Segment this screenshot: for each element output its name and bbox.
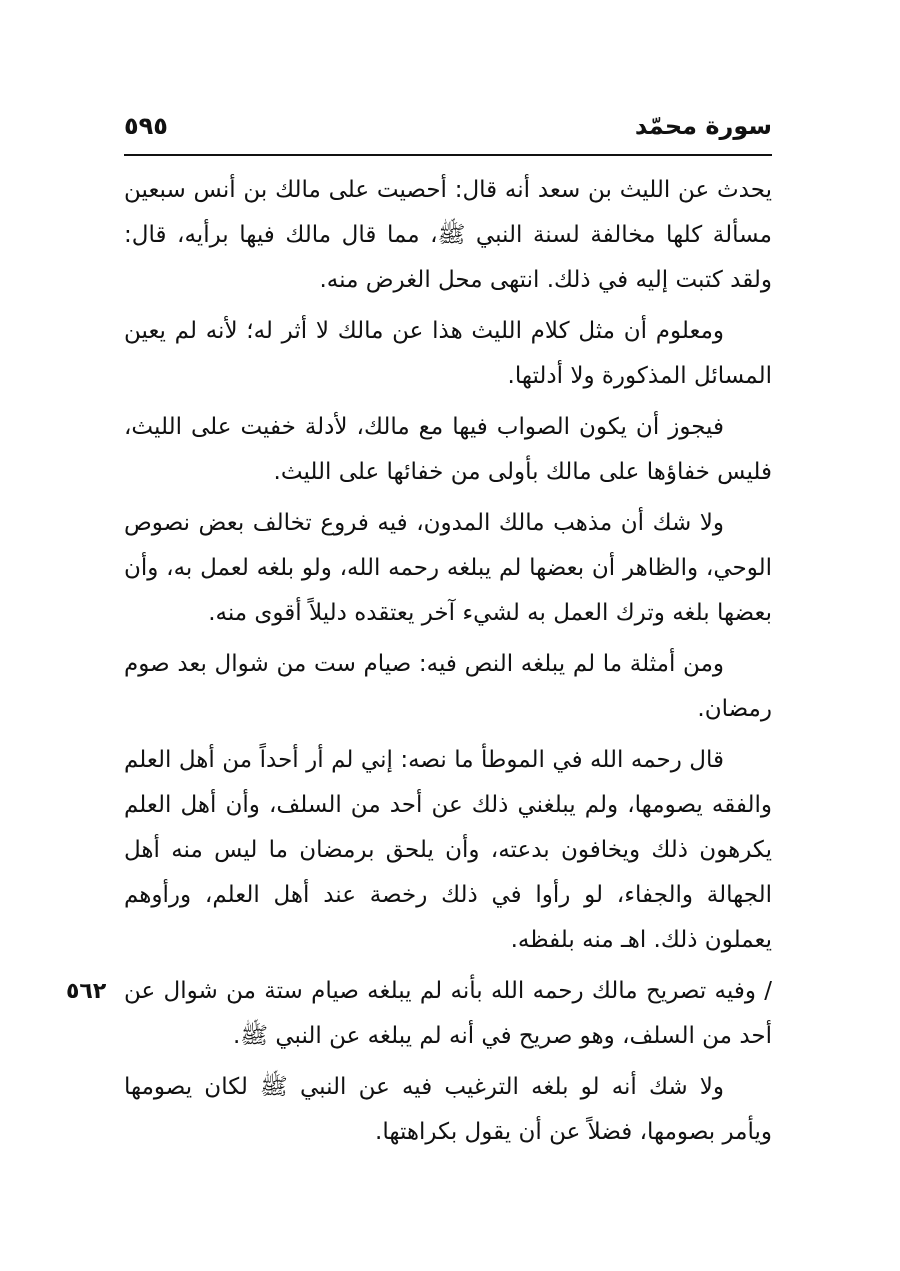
surah-title: سورة محمّد (634, 112, 772, 140)
paragraph: ولا شك أن مذهب مالك المدون، فيه فروع تخالف بعض نصوص الوحي، والظاهر أن بعضها لم يبلغه رحمه الله، ولو بلغه لعمل به، وأن بعضها بلغه وترك العمل به لشيء آخر يعتقده دليلاً أقوى منه. (124, 510, 772, 626)
page-number: ٥٩٥ (124, 112, 168, 140)
page-header (124, 108, 772, 156)
paragraph: ومعلوم أن مثل كلام الليث هذا عن مالك لا أثر له؛ لأنه لم يعين المسائل المذكورة ولا أدلتها. (124, 318, 772, 389)
paragraph: يحدث عن الليث بن سعد أنه قال: أحصيت على مالك بن أنس سبعين مسألة كلها مخالفة لسنة النبي ﷺ، مما قال مالك فيها برأيه، قال: ولقد كتبت إليه في ذلك. انتهى محل الغرض منه. (124, 177, 772, 293)
margin-reference-number: ٥٦٢ (66, 979, 107, 1004)
paragraph: ومن أمثلة ما لم يبلغه النص فيه: صيام ست من شوال بعد صوم رمضان. (124, 651, 772, 722)
paragraph-text: / وفيه تصريح مالك رحمه الله بأنه لم يبلغه صيام ستة من شوال عن أحد من السلف، وهو صريح في أنه لم يبلغه عن النبي ﷺ. (124, 978, 772, 1049)
paragraph: فيجوز أن يكون الصواب فيها مع مالك، لأدلة خفيت على الليث، فليس خفاؤها على مالك بأولى من خفائها على الليث. (124, 414, 772, 485)
paragraph: ولا شك أنه لو بلغه الترغيب فيه عن النبي ﷺ لكان يصومها ويأمر بصومها، فضلاً عن أن يقول بكراهتها. (124, 1074, 772, 1145)
paragraph: قال رحمه الله في الموطأ ما نصه: إني لم أر أحداً من أهل العلم والفقه يصومها، ولم يبلغني ذلك عن أحد من السلف، وأن أهل العلم يكرهون ذلك ويخافون بدعته، وأن يلحق برمضان ما ليس منه أهل الجهالة والجفاء، لو رأوا في ذلك رخصة عند أهل العلم، ورأوهم يعملون ذلك. اهـ منه بلفظه. (124, 747, 772, 953)
page-body (66, 168, 772, 1161)
paragraph-with-margin-ref (66, 969, 772, 1059)
